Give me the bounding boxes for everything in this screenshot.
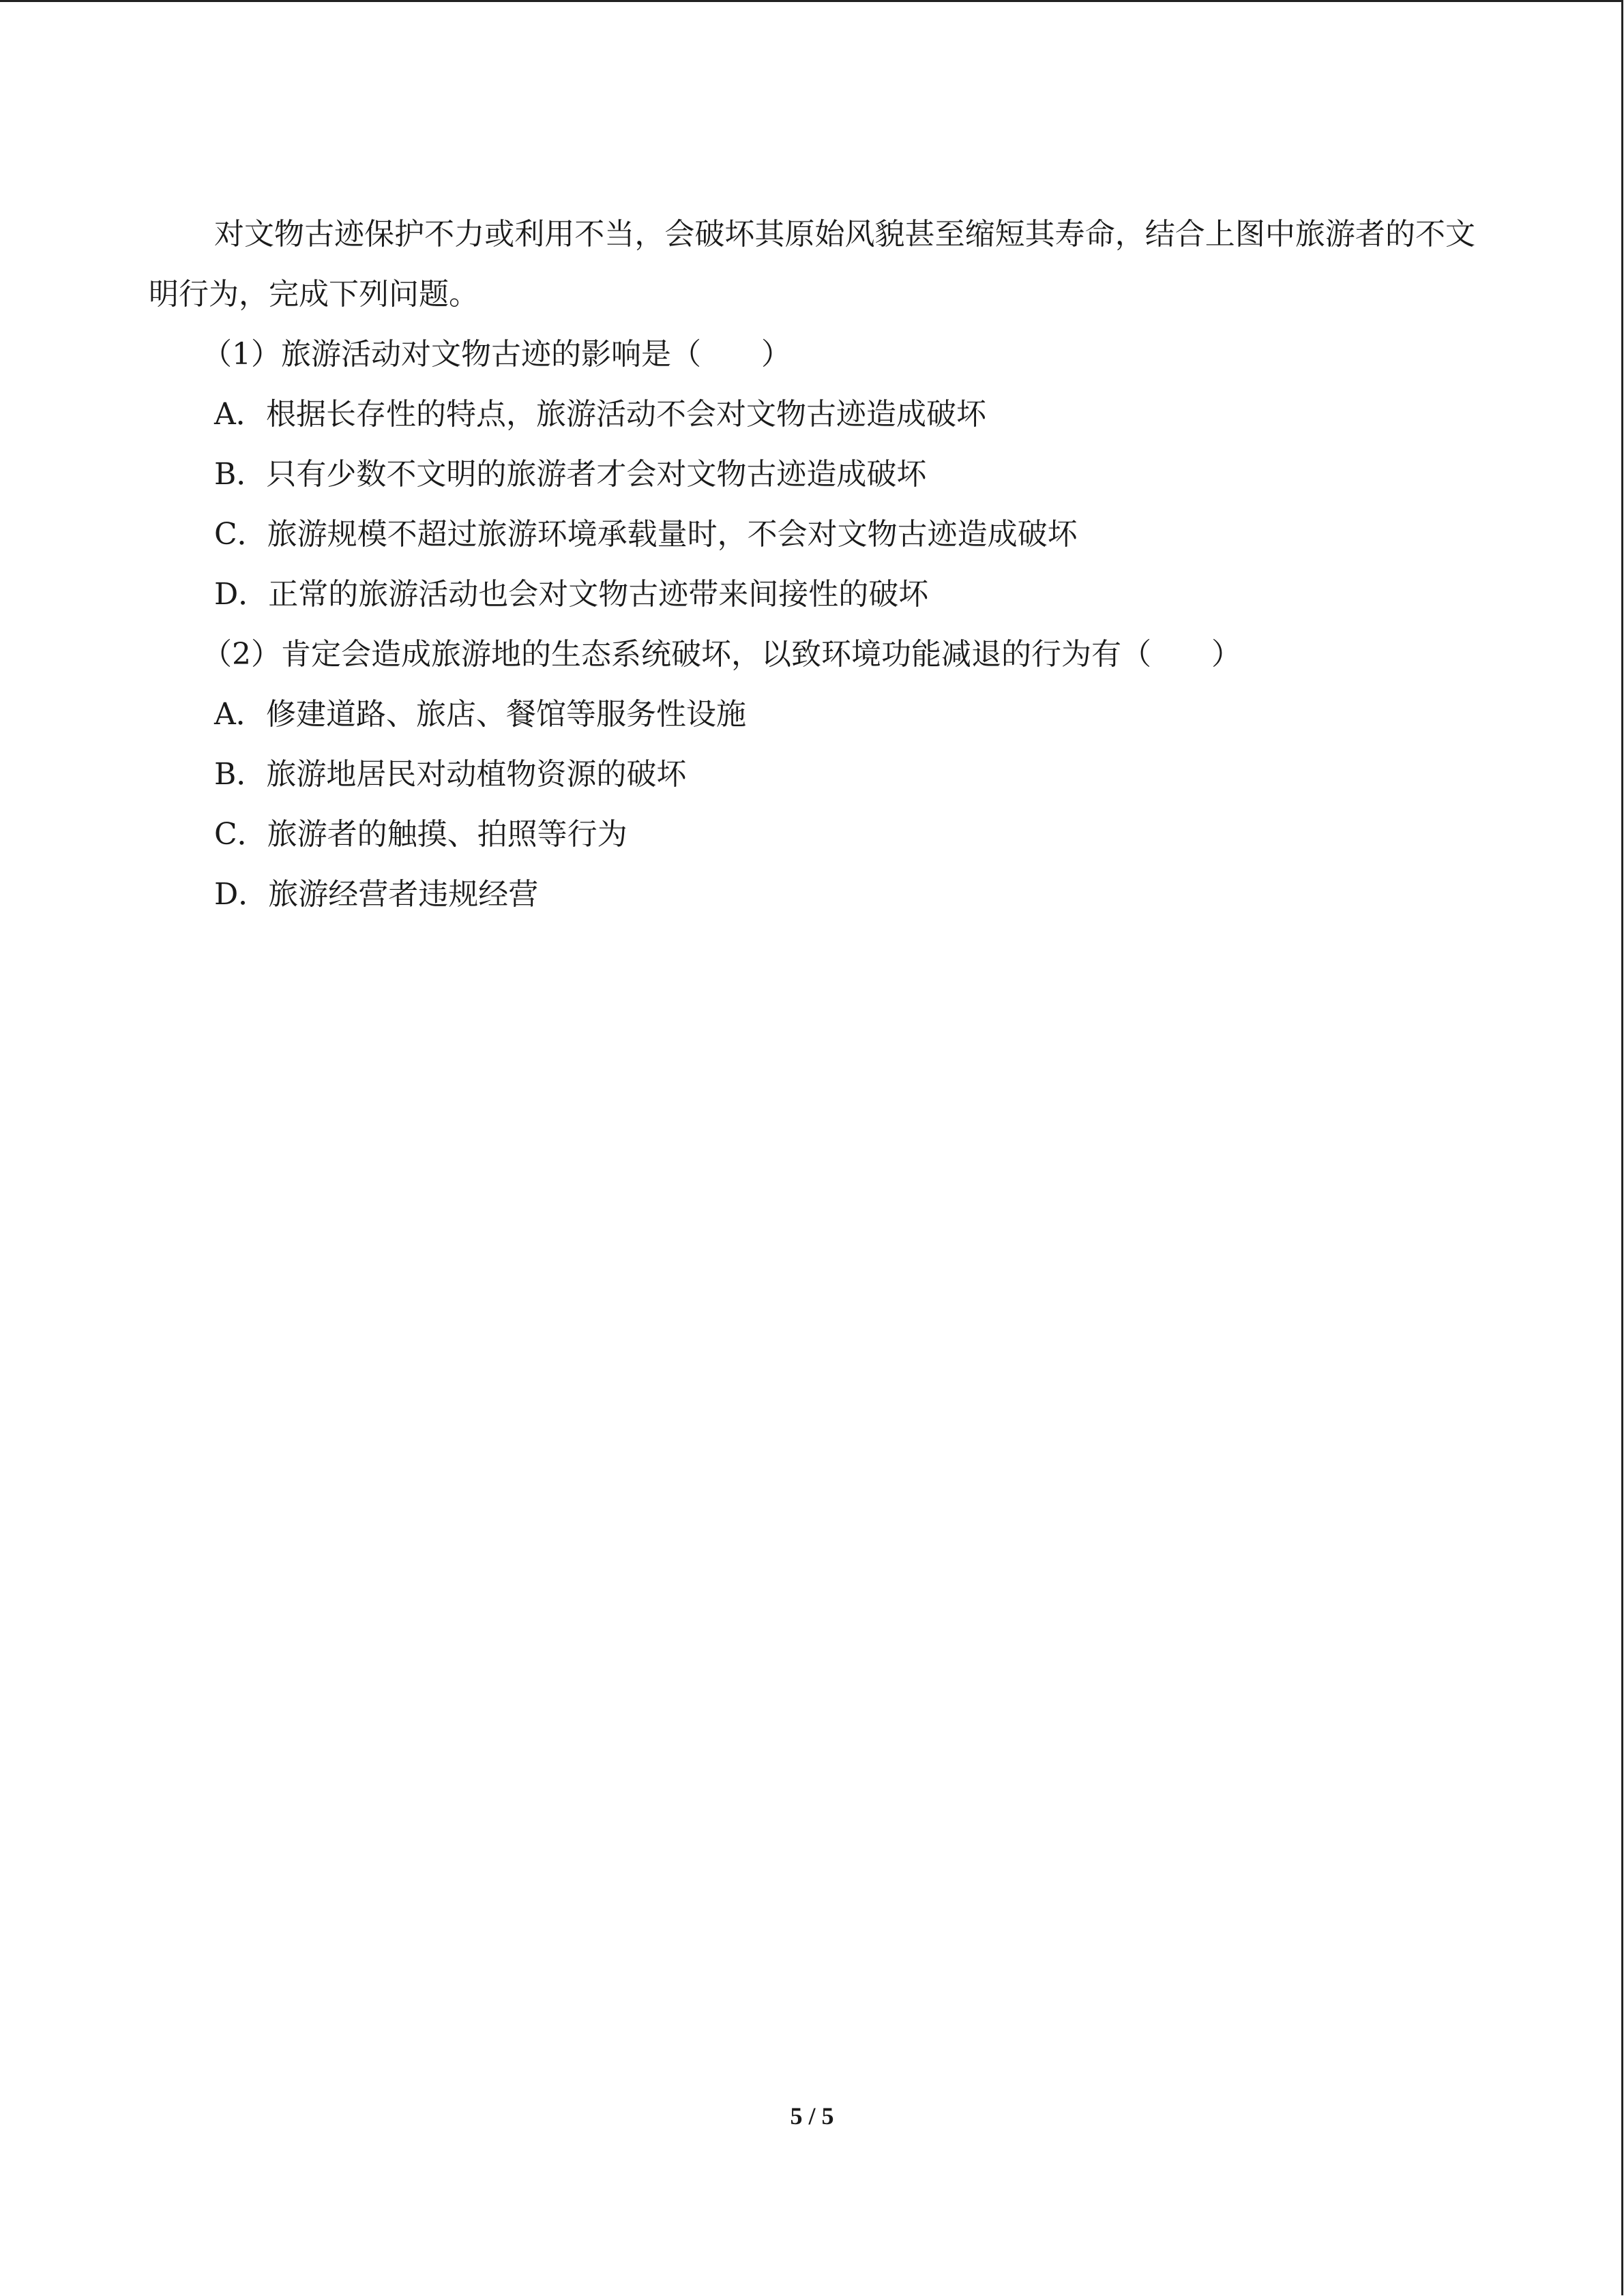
option-letter: D． xyxy=(214,577,269,612)
option-letter: A． xyxy=(214,397,266,432)
option-text: 修建道路、旅店、餐馆等服务性设施 xyxy=(266,697,746,732)
question-1 xyxy=(149,325,1475,625)
option-letter: A． xyxy=(214,697,266,732)
option-letter: B． xyxy=(214,457,267,492)
passage-text: 对文物古迹保护不力或利用不当，会破坏其原始风貌甚至缩短其寿命，结合上图中旅游者的不文明行为，完成下列问题。 xyxy=(149,217,1475,312)
question-1-stem-text: （1）旅游活动对文物古迹的影响是（ ） xyxy=(202,337,791,372)
document-body xyxy=(149,205,1475,925)
option-letter: C． xyxy=(214,517,267,552)
question-2-stem-text: （2）肯定会造成旅游地的生态系统破坏，以致环境功能减退的行为有（ ） xyxy=(202,637,1241,672)
question-2-option-b xyxy=(149,745,1475,805)
option-letter: D． xyxy=(214,877,269,912)
question-2-option-a xyxy=(149,685,1475,745)
option-text: 旅游地居民对动植物资源的破坏 xyxy=(266,757,687,792)
option-letter: B． xyxy=(214,757,267,792)
option-text: 旅游规模不超过旅游环境承载量时，不会对文物古迹造成破坏 xyxy=(267,517,1078,552)
question-1-option-d xyxy=(149,565,1475,625)
option-text: 旅游经营者违规经营 xyxy=(268,877,539,912)
question-2-option-d xyxy=(149,865,1475,925)
option-text: 旅游者的触摸、拍照等行为 xyxy=(267,817,628,852)
question-1-option-c xyxy=(149,505,1475,565)
question-2-stem xyxy=(149,625,1475,685)
option-text: 根据长存性的特点，旅游活动不会对文物古迹造成破坏 xyxy=(266,397,986,432)
question-1-stem xyxy=(149,325,1475,385)
page-number: 5 / 5 xyxy=(790,2102,834,2130)
option-letter: C． xyxy=(214,817,267,852)
option-text: 只有少数不文明的旅游者才会对文物古迹造成破坏 xyxy=(266,457,927,492)
question-2-option-c xyxy=(149,805,1475,865)
option-text: 正常的旅游活动也会对文物古迹带来间接性的破坏 xyxy=(268,577,929,612)
question-1-option-b xyxy=(149,445,1475,505)
question-2 xyxy=(149,625,1475,925)
question-1-option-a xyxy=(149,385,1475,445)
